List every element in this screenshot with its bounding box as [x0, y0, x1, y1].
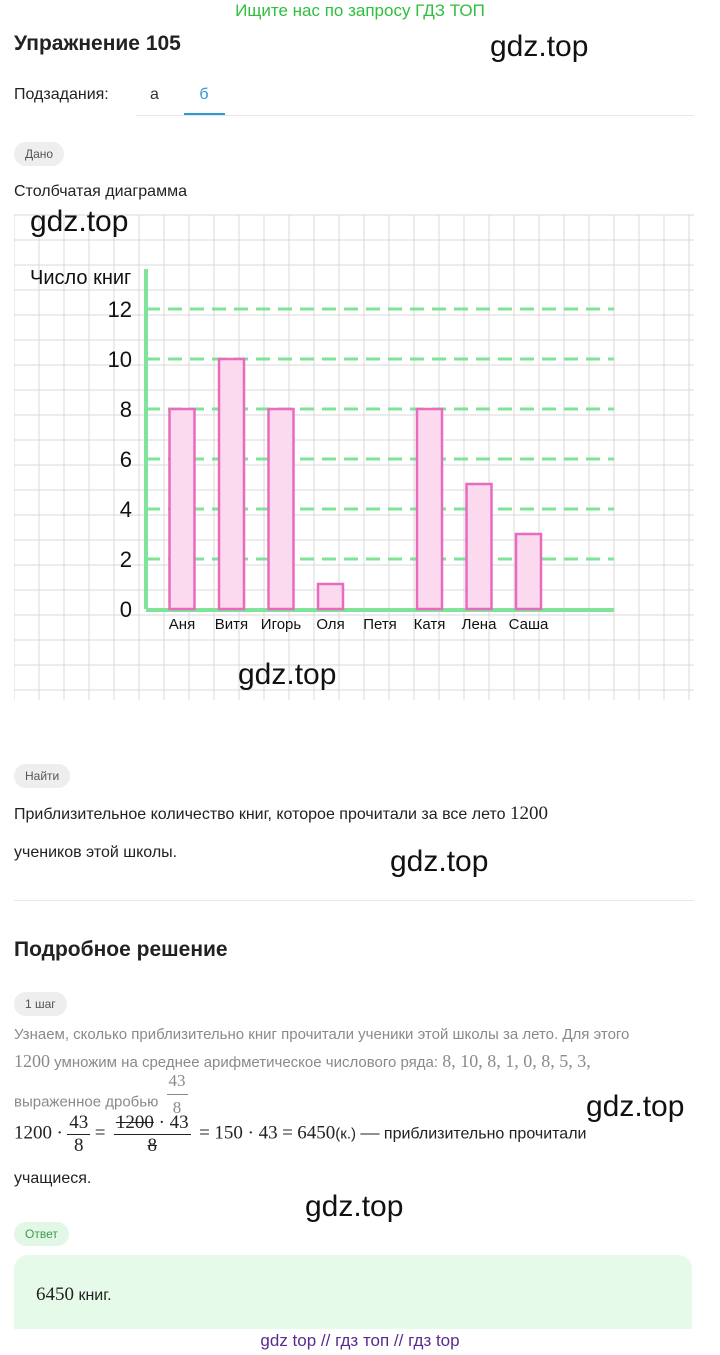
step-text: Узнаем, сколько приблизительно книг прочитали ученики этой школы за лето. Для этого 1200 умножим на среднее арифметическое числового ряда: 8, 10, 8, 1, 0, 8, 5, 3, выраженное дробью $\frac{43}{8}$ [14, 1022, 704, 1129]
watermark: gdz.top [586, 1090, 685, 1123]
footer-links[interactable]: gdz top // гдз топ // гдз top [0, 1329, 720, 1355]
y-tick-label: 12 [107, 297, 132, 322]
solution-title: Подробное решение [14, 938, 228, 961]
x-tick-label: Аня [168, 616, 196, 633]
tab-a[interactable]: а [150, 86, 159, 103]
bar [318, 584, 343, 609]
y-tick-label: 8 [119, 397, 132, 422]
y-tick-label: 4 [119, 497, 132, 522]
find-chip: Найти [14, 764, 70, 788]
find-text: Приблизительное количество книг, которое прочитали за все лето 1200 учеников этой школы. [14, 803, 548, 861]
bar [417, 409, 442, 609]
watermark: gdz.top [238, 658, 337, 691]
fraction: $\frac{43}{8}$ [167, 1068, 188, 1121]
watermark: gdz.top [305, 1190, 404, 1223]
x-tick-label: Оля [316, 616, 345, 633]
divider [136, 115, 694, 116]
bar [516, 534, 541, 609]
tab-b[interactable]: б [199, 86, 209, 103]
formula-tail: учащиеся. [14, 1170, 92, 1187]
x-tick-label: Катя [413, 616, 446, 633]
given-text: Столбчатая диаграмма [14, 183, 187, 200]
divider [14, 900, 694, 901]
y-tick-label: 2 [119, 547, 132, 572]
exercise-title: Упражнение 105 [14, 32, 181, 55]
x-tick-label: Петя [363, 616, 397, 633]
subtasks-label: Подзадания: [14, 86, 109, 103]
watermark: gdz.top [490, 30, 589, 63]
x-tick-label: Лена [461, 616, 497, 633]
y-tick-label: 0 [119, 597, 132, 622]
answer-text: 6450 книг. [36, 1284, 112, 1305]
bar [170, 409, 195, 609]
x-tick-label: Игорь [260, 616, 302, 633]
bar [467, 484, 492, 609]
bar-chart [14, 210, 694, 710]
watermark: gdz.top [390, 845, 489, 878]
step-chip: 1 шаг [14, 992, 67, 1016]
chart-ylabel: Число книг [30, 267, 132, 289]
chart-bars [170, 359, 542, 609]
bar [219, 359, 244, 609]
x-tick-label: Саша [508, 616, 549, 633]
y-tick-label: 10 [107, 347, 132, 372]
formula: 1200 · $\frac{43}{8}$ = $\frac{1200 \cdot 43}{8}$ = 150 · 43 = 6450(к.) — приблизительно прочитали [14, 1112, 587, 1156]
top-banner: Ищите нас по запросу ГДЗ ТОП [235, 1, 485, 20]
x-tick-label: Витя [214, 616, 249, 633]
bar [269, 409, 294, 609]
given-chip: Дано [14, 142, 64, 166]
y-tick-label: 6 [119, 447, 132, 472]
answer-chip: Ответ [14, 1222, 69, 1246]
watermark: gdz.top [30, 205, 129, 238]
